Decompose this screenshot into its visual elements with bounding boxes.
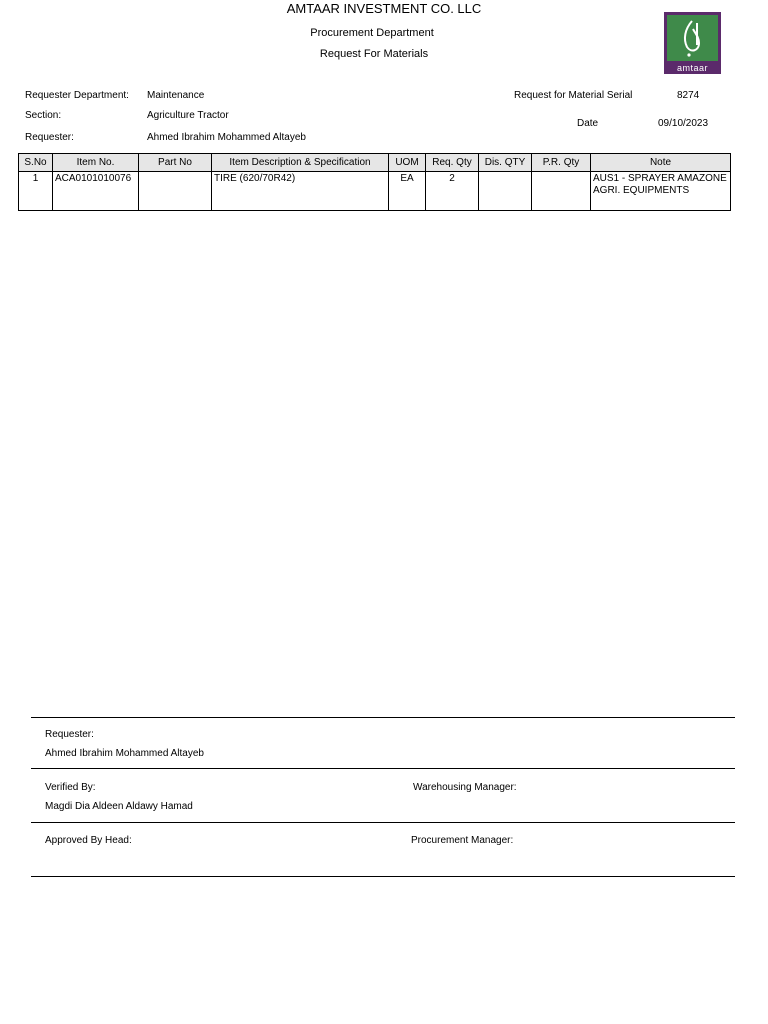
col-uom: UOM [389,154,426,172]
col-req-qty: Req. Qty [426,154,479,172]
section-label: Section: [25,110,62,121]
divider [31,822,735,823]
requester-value: Ahmed Ibrahim Mohammed Altayeb [147,132,306,143]
section-value: Agriculture Tractor [147,110,229,121]
department-name: Procurement Department [310,27,434,39]
document-title: Request For Materials [319,48,429,60]
col-dis-qty: Dis. QTY [479,154,532,172]
requester-department-value: Maintenance [147,90,205,101]
company-logo [664,12,721,74]
company-name: AMTAAR INVESTMENT CO. LLC [286,1,482,16]
sig-warehousing-label: Warehousing Manager: [413,782,517,793]
serial-label: Request for Material Serial [514,90,633,101]
sig-verified-label: Verified By: [45,782,96,793]
col-sno: S.No [19,154,53,172]
date-label: Date [577,118,599,129]
cell-item-no: ACA0101010076 [53,172,139,211]
cell-pr-qty [532,172,591,211]
table-header-row [19,154,731,172]
logo-text: amtaar [676,63,708,73]
col-pr-qty: P.R. Qty [532,154,591,172]
col-item-no: Item No. [53,154,139,172]
date-value: 09/10/2023 [658,118,709,129]
cell-req-qty: 2 [426,172,479,211]
divider [31,876,735,877]
cell-uom: EA [389,172,426,211]
divider [31,768,735,769]
cell-dis-qty [479,172,532,211]
items-table [18,153,731,211]
col-part-no: Part No [139,154,212,172]
sig-verified-name: Magdi Dia Aldeen Aldawy Hamad [45,801,193,812]
sig-requester-label: Requester: [45,729,94,740]
sig-requester-name: Ahmed Ibrahim Mohammed Altayeb [45,748,204,759]
divider [31,717,735,718]
logo-emblem-icon [667,15,718,61]
requester-label: Requester: [25,132,74,143]
sig-procurement-label: Procurement Manager: [411,835,514,846]
sig-approved-label: Approved By Head: [45,835,132,846]
serial-value: 8274 [677,90,700,101]
cell-part-no [139,172,212,211]
table-row [19,172,731,211]
cell-note: AUS1 - SPRAYER AMAZONE AGRI. EQUIPMENTS [591,172,731,211]
col-description: Item Description & Specification [212,154,389,172]
requester-department-label: Requester Department: [25,90,129,101]
cell-description: TIRE (620/70R42) [212,172,389,211]
cell-sno: 1 [19,172,53,211]
col-note: Note [591,154,731,172]
